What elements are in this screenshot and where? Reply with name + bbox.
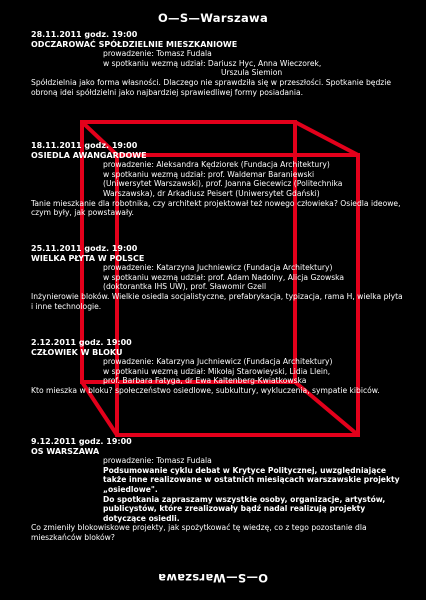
event-guests: w spotkaniu wezmą udział: prof. Adam Nadolny, Alicja Gzowska — [103, 272, 345, 282]
event-title: CZŁOWIEK W BLOKU — [31, 347, 123, 357]
event-host: prowadzenie: Katarzyna Juchniewicz (Fundacja Architektury) — [103, 357, 333, 367]
event-summary: Podsumowanie cyklu debat w Krytyce Politycznej, uwzględniające także inne realizowane w ostatnich miesiącach warszawskie projekty „osiedlowe". — [103, 465, 400, 494]
event-host: prowadzenie: Tomasz Fudala — [103, 49, 212, 59]
event-date: 2.12.2011 godz. 19:00 — [31, 338, 132, 347]
event-description: Spółdzielnia jako forma własności. Dlaczego nie sprawdziła się w przeszłości. Spotkanie będzie obroną idei spółdzielni jako najbardziej sprawiedliwej formy posiadania. — [31, 77, 392, 97]
event-guests: w spotkaniu wezmą udział: prof. Waldemar Baraniewski — [103, 169, 315, 179]
event-date: 25.11.2011 godz. 19:00 — [31, 244, 138, 253]
event-title: ODCZAROWAĆ SPÓŁDZIELNIE MIESZKANIOWE — [31, 39, 238, 49]
event-host: prowadzenie: Aleksandra Kędziorek (Fundacja Architektury) — [103, 160, 330, 170]
event-3 — [31, 244, 403, 311]
event-title: WIELKA PŁYTA W POLSCE — [31, 253, 145, 263]
event-guests-cont: (doktorantka IHS UW), prof. Sławomir Gzell — [103, 282, 267, 292]
event-date: 28.11.2011 godz. 19:00 — [31, 30, 138, 39]
poster-title: O—S—Warszawa — [157, 11, 269, 25]
event-guests: w spotkaniu wezmą udział: Mikołaj Starowieyski, Lidia Llein, — [103, 366, 331, 376]
event-description: Kto mieszka w bloku? społeczeństwo osiedlowe, subkultury, wykluczenia, sympatie kibiców. — [31, 385, 380, 395]
event-5 — [31, 437, 403, 543]
event-guests-cont: Warszawska), dr Arkadiusz Peisert (Uniwersytet Gdański) — [103, 188, 320, 198]
event-2 — [31, 141, 403, 218]
event-description: Inżynierowie bloków. Wielkie osiedla socjalistyczne, prefabrykacja, typizacja, rama H, wielka płyta i inne technologie. — [31, 291, 403, 311]
event-description: Tanie mieszkanie dla robotnika, czy architekt projektował też nowego człowieka? Osiedla ideowe, czym były, jak powstawały. — [31, 198, 401, 218]
event-guests-cont: prof. Barbara Fatyga, dr Ewa Kaltenberg-Kwiatkowska — [103, 376, 307, 386]
event-date: 18.11.2011 godz. 19:00 — [31, 141, 138, 150]
event-guests-cont: Urszula Siemion — [221, 68, 283, 78]
event-4 — [31, 338, 403, 396]
event-title: OSIEDLA AWANGARDOWE — [31, 150, 147, 160]
event-host: prowadzenie: Tomasz Fudala — [103, 456, 212, 466]
event-guests: w spotkaniu wezmą udział: Dariusz Hyc, Anna Wieczorek, — [103, 58, 322, 68]
event-host: prowadzenie: Katarzyna Juchniewicz (Fundacja Architektury) — [103, 263, 333, 273]
event-date: 9.12.2011 godz. 19:00 — [31, 437, 132, 446]
event-guests-cont: (Uniwersytet Warszawski), prof. Joanna Giecewicz (Politechnika — [103, 179, 343, 189]
event-invitation: Do spotkania zapraszamy wszystkie osoby, organizacje, artystów, publicystów, które zrealizowały bądź nadal realizują projekty dotyczące osiedli. — [103, 494, 386, 523]
footer-title-rotated: O—S—Warszawa — [157, 571, 269, 585]
event-description: Co zmieniły blokowiskowe projekty, jak spożytkować tę wiedzę, co z tego pozostanie dla mieszkańców bloków? — [31, 523, 367, 542]
event-1 — [31, 30, 403, 97]
event-title: OS WARSZAWA — [31, 446, 100, 456]
